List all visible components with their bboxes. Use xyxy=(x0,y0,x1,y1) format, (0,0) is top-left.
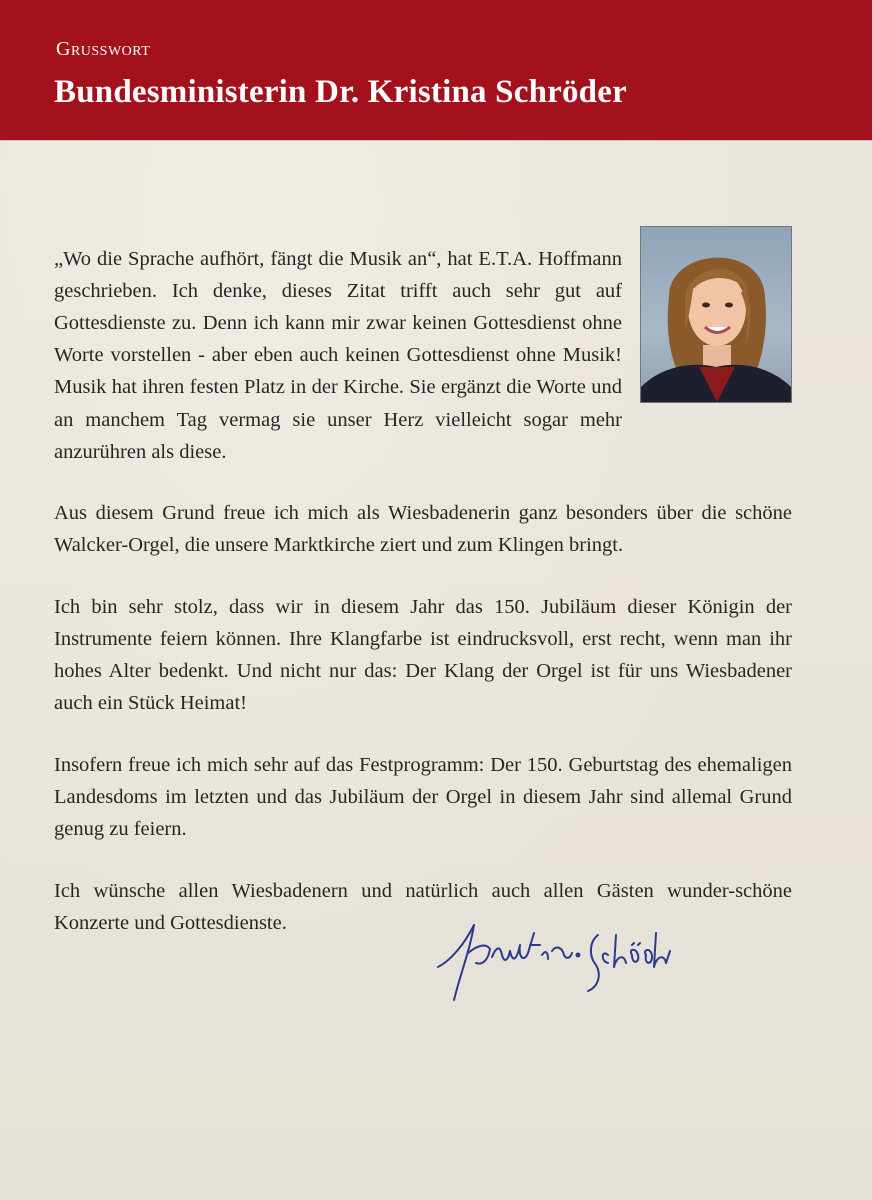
section-kicker: Grusswort xyxy=(56,38,151,60)
paragraph-1: „Wo die Sprache aufhört, fängt die Musik an“, hat E.T.A. Hoffmann geschrieben. Ich denke, dieses Zitat trifft auch sehr gut auf Gottesdienste zu. Denn ich kann mir zwar keinen Gottesdienst ohne Worte vorstellen - aber eben auch keinen Gottesdienst ohne Musik! Musik hat ihren festen Platz in der Kirche. Sie ergänzt die Worte und an manchem Tag vermag sie unser Herz vielleicht sogar mehr anzurühren als diese. xyxy=(54,247,622,463)
header-banner xyxy=(0,0,872,140)
handwritten-signature xyxy=(430,905,730,1015)
paragraph-2: Aus diesem Grund freue ich mich als Wiesbadenerin ganz besonders über die schöne Walcker-Orgel, die unsere Marktkirche ziert und zum Klingen bringt. xyxy=(54,501,792,556)
page-title: Bundesministerin Dr. Kristina Schröder xyxy=(54,74,627,110)
paragraph-5: Ich wünsche allen Wiesbadenern und natürlich auch allen Gästen wunder-schöne Konzerte und Gottesdienste. xyxy=(54,879,792,934)
paragraph-3: Ich bin sehr stolz, dass wir in diesem Jahr das 150. Jubiläum dieser Königin der Instrumente feiern können. Ihre Klangfarbe ist eindrucksvoll, erst recht, wenn man ihr hohes Alter bedenkt. Und nicht nur das: Der Klang der Orgel ist für uns Wiesbadener auch ein Stück Heimat! xyxy=(54,595,792,715)
paragraph-4: Insofern freue ich mich sehr auf das Festprogramm: Der 150. Geburtstag des ehemaligen Landesdoms im letzten und das Jubiläum der Orgel in diesem Jahr sind allemal Grund genug zu feiern. xyxy=(54,753,792,840)
portrait-photo xyxy=(640,226,792,403)
